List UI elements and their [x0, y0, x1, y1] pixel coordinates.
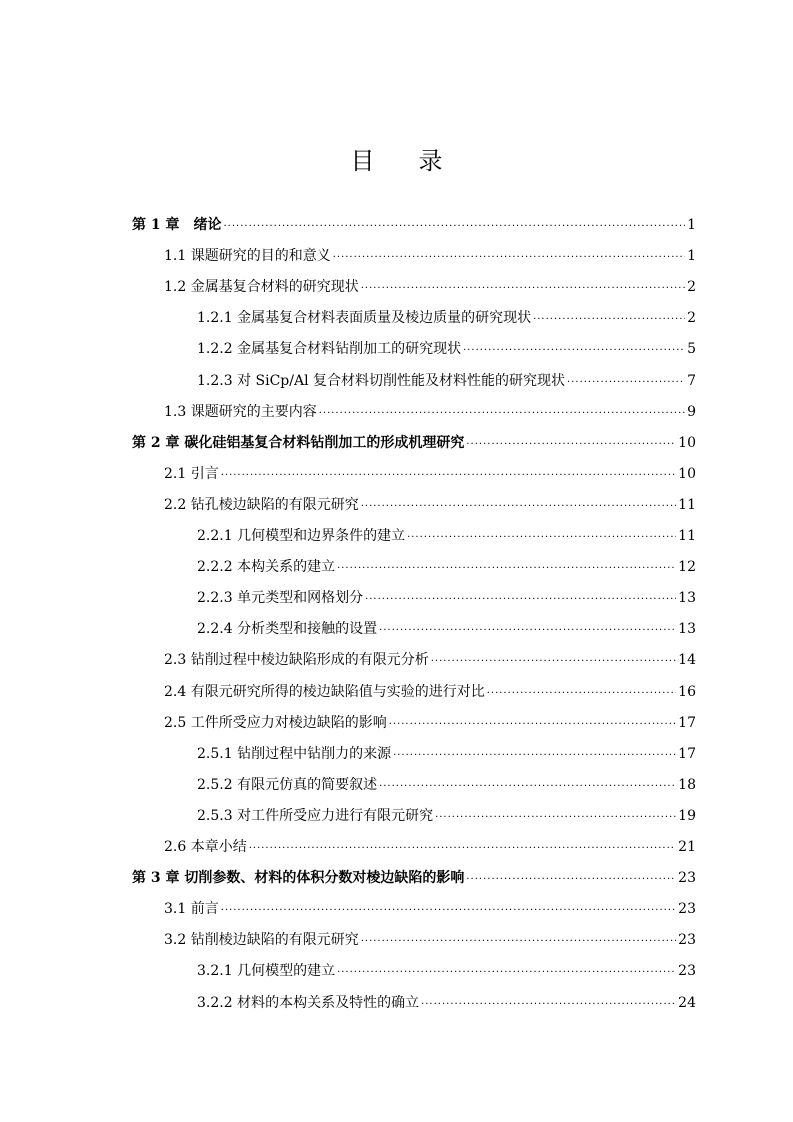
toc-entry-label: 3.2.1 几何模型的建立 [197, 963, 336, 980]
toc-entry[interactable] [197, 801, 696, 832]
toc-entry-page-number: 23 [678, 932, 696, 949]
toc-dot-leader [365, 584, 676, 615]
toc-entry-page-number: 12 [678, 559, 696, 576]
toc-entry-label: 2.1 引言 [164, 465, 219, 482]
toc-entry-label: 3.2 钻削棱边缺陷的有限元研究 [164, 932, 359, 949]
toc-dot-leader [379, 615, 676, 646]
toc-dot-leader [249, 833, 676, 864]
toc-dot-leader [361, 491, 676, 522]
toc-entry[interactable] [164, 397, 696, 428]
toc-entry[interactable] [197, 552, 696, 583]
toc-dot-leader [319, 398, 685, 429]
toc-entry[interactable] [164, 645, 696, 676]
toc-entry-label: 1.2.2 金属基复合材料钻削加工的研究现状 [197, 341, 462, 358]
toc-entry-label: 2.2.2 本构关系的建立 [197, 559, 336, 576]
toc-dot-leader [379, 771, 676, 802]
toc-dot-leader [407, 522, 676, 553]
toc-entry-label: 2.5.2 有限元仿真的简要叙述 [197, 776, 378, 793]
toc-entry-label: 2.3 钻削过程中棱边缺陷形成的有限元分析 [164, 652, 429, 669]
toc-entry-label: 1.2 金属基复合材料的研究现状 [164, 279, 359, 296]
toc-entry[interactable] [164, 459, 696, 490]
toc-entry-label: 3.1 前言 [164, 901, 219, 918]
title-char-left: 目 [350, 147, 375, 175]
toc-entry-page-number: 10 [678, 465, 696, 482]
toc-entry-label: 1.2.1 金属基复合材料表面质量及棱边质量的研究现状 [197, 310, 532, 327]
toc-entry[interactable] [164, 708, 696, 739]
toc-entry[interactable] [164, 272, 696, 303]
toc-entry[interactable] [197, 956, 696, 987]
toc-entry-label: 2.6 本章小结 [164, 839, 247, 855]
toc-entry-label: 2.4 有限元研究所得的棱边缺陷值与实验的进行对比 [164, 683, 485, 700]
toc-entry-page-number: 10 [678, 434, 696, 451]
toc-entry[interactable] [197, 303, 696, 334]
toc-entry-page-number: 9 [687, 403, 696, 420]
page-title [0, 141, 793, 176]
toc-dot-leader [567, 367, 685, 398]
toc-entry[interactable] [164, 677, 696, 708]
toc-dot-leader [421, 989, 676, 1020]
toc-entry-page-number: 5 [687, 341, 696, 358]
toc-entry[interactable] [132, 210, 696, 241]
toc-entry-label: 2.2.4 分析类型和接触的设置 [197, 621, 378, 638]
toc-entry[interactable] [197, 770, 696, 801]
toc-entry[interactable] [197, 739, 696, 770]
toc-dot-leader [361, 926, 676, 957]
toc-entry[interactable] [132, 428, 696, 459]
title-char-right: 录 [418, 147, 443, 175]
toc-entry-page-number: 2 [687, 310, 696, 327]
toc-entry-page-number: 13 [678, 621, 696, 638]
toc-entry[interactable] [164, 490, 696, 521]
toc-entry[interactable] [197, 521, 696, 552]
toc-dot-leader [466, 864, 676, 895]
toc-dot-leader [337, 553, 676, 584]
toc-entry-page-number: 14 [678, 652, 696, 669]
toc-dot-leader [224, 211, 686, 242]
toc-entry[interactable] [164, 894, 696, 925]
toc-dot-leader [221, 895, 676, 926]
toc-dot-leader [466, 429, 676, 460]
toc-entry[interactable] [164, 832, 696, 863]
toc-dot-leader [393, 740, 676, 771]
toc-dot-leader [533, 304, 685, 335]
toc-entry-label: 3.2.2 材料的本构关系及特性的确立 [197, 994, 420, 1011]
toc-entry-page-number: 7 [687, 372, 696, 389]
toc-entry-page-number: 1 [687, 248, 696, 265]
toc-entry[interactable] [197, 334, 696, 365]
toc-entry-page-number: 23 [678, 901, 696, 918]
toc-entry-label: 2.5.1 钻削过程中钻削力的来源 [197, 745, 392, 762]
toc-entry[interactable] [197, 614, 696, 645]
toc-dot-leader [431, 646, 676, 677]
toc-dot-leader [435, 802, 676, 833]
toc-entry-page-number: 2 [687, 279, 696, 296]
toc-entry-page-number: 24 [678, 994, 696, 1011]
toc-entry-page-number: 16 [678, 683, 696, 700]
toc-dot-leader [361, 273, 685, 304]
toc-entry-label: 2.5 工件所受应力对棱边缺陷的影响 [164, 714, 387, 731]
toc-entry-page-number: 23 [678, 870, 696, 887]
toc-entry-page-number: 23 [678, 963, 696, 980]
toc-entry-label: 第 2 章 碳化硅铝基复合材料钻削加工的形成机理研究 [132, 434, 465, 451]
toc-entry-page-number: 11 [678, 496, 696, 513]
toc-dot-leader [221, 460, 676, 491]
toc-dot-leader [337, 957, 676, 988]
toc-entry-label: 2.2.3 单元类型和网格划分 [197, 590, 364, 607]
toc-entry-page-number: 19 [678, 807, 696, 824]
toc-entry[interactable] [132, 863, 696, 894]
toc-entry-page-number: 17 [678, 745, 696, 762]
toc-entry-label: 1.3 课题研究的主要内容 [164, 403, 317, 420]
toc-entry[interactable] [197, 366, 696, 397]
toc-entry-label: 2.5.3 对工件所受应力进行有限元研究 [197, 807, 434, 824]
toc-entry[interactable] [164, 925, 696, 956]
toc-entry-page-number: 1 [687, 217, 696, 233]
toc-entry[interactable] [197, 988, 696, 1019]
toc-entry-label: 第 3 章 切削参数、材料的体积分数对棱边缺陷的影响 [132, 870, 465, 887]
toc-entry-label: 2.2 钻孔棱边缺陷的有限元研究 [164, 496, 359, 513]
toc-entry-page-number: 18 [678, 776, 696, 793]
toc-entry-page-number: 17 [678, 714, 696, 731]
toc-entry-label: 2.2.1 几何模型和边界条件的建立 [197, 528, 406, 544]
toc-entry-label: 第 1 章 绪论 [132, 217, 222, 233]
toc-dot-leader [333, 242, 685, 273]
toc-dot-leader [389, 709, 676, 740]
toc-dot-leader [487, 678, 676, 709]
toc-dot-leader [463, 335, 685, 366]
toc-entry-page-number: 13 [678, 590, 696, 607]
toc-entry[interactable] [164, 241, 696, 272]
toc-entry-page-number: 11 [678, 528, 696, 544]
toc-entry[interactable] [197, 583, 696, 614]
toc-entry-label: 1.2.3 对 SiCp/Al 复合材料切削性能及材料性能的研究现状 [197, 372, 566, 389]
toc-entry-label: 1.1 课题研究的目的和意义 [164, 248, 331, 265]
toc-entry-page-number: 21 [678, 839, 696, 855]
